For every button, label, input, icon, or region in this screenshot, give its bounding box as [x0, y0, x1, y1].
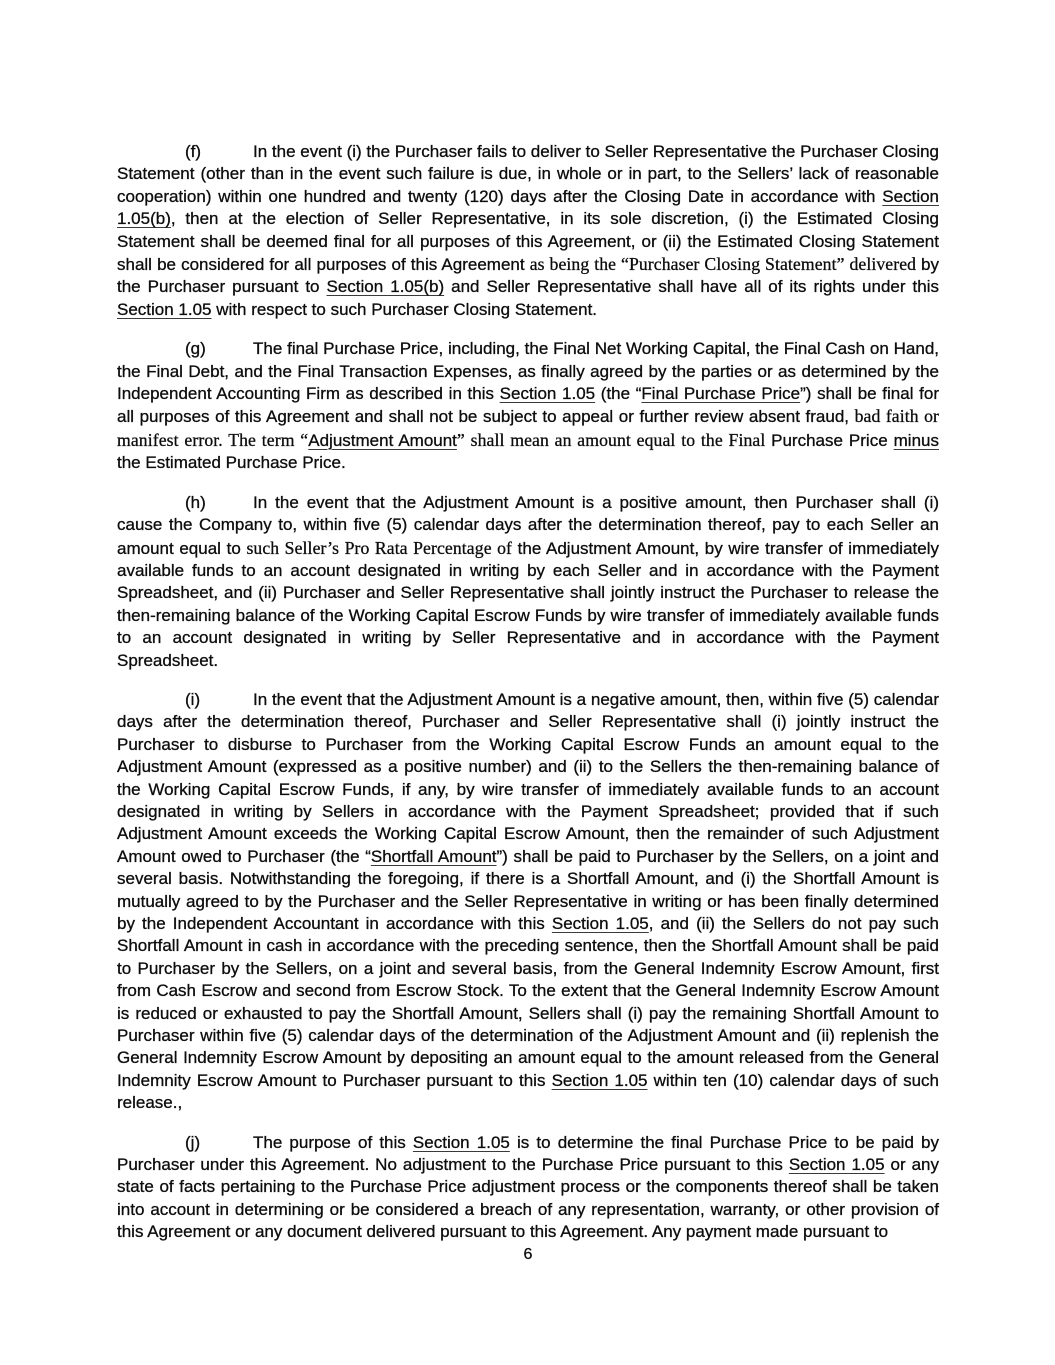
paragraph-label: (i) — [185, 689, 201, 709]
text-run: ”) shall be final for all purposes of this Agreement and shall not be subject to appeal or further review absent fraud, — [117, 384, 939, 427]
text-run: or any state of facts pertaining to the Purchase Price adjustment process or the components thereof shall be taken into account in determining or be considered a breach of any representation, warranty, or other provision of this Agreement or any document delivered pursuant to this Agreement. Any payment made pursuant to — [117, 1155, 939, 1242]
text-run: such Seller’s Pro Rata Percentage of — [246, 537, 513, 558]
underlined-term: Section 1.05 — [117, 299, 212, 319]
text-run: In the event (i) the Purchaser fails to deliver to Seller Representative the Purchaser Closing Statement (other than in the event such failure is due, in whole or in part, to the Sellers’ lack of reasonable cooperation) within one hundred and twenty (120) days after the Closing Date in accordance with — [117, 142, 940, 206]
text-run: , and (ii) the Sellers do not pay such Shortfall Amount in cash in accordance with the preceding sentence, then the Shortfall Amount shall be paid to Purchaser by the Sellers, on a joint and several basis, from the General Indemnity Escrow Amount, first from Cash Escrow and second from Escrow Stock. To the extent that the General Indemnity Escrow Amount is reduced or exhausted to pay the Shortfall Amount, Sellers shall (i) pay the remaining Shortfall Amount to Purchaser within five (5) calendar days of the determination of the Adjustment Amount and (ii) replenish the General Indemnity Escrow Amount by depositing an amount equal to the amount released from the General Indemnity Escrow Amount to Purchaser pursuant to this — [117, 914, 940, 1090]
text-run: and Seller Representative shall have all of its rights under this — [444, 277, 939, 297]
paragraph-f — [117, 141, 939, 321]
text-run: as being the “Purchaser Closing Statement” delivered — [529, 254, 922, 275]
page-number: 6 — [523, 1246, 533, 1263]
text-run: by the Purchaser pursuant to — [117, 255, 939, 297]
text-run: (the “ — [595, 384, 642, 404]
underlined-term: Shortfall Amount — [370, 846, 497, 866]
text-run: Purchase Price — [771, 430, 894, 450]
underlined-term: Adjustment Amount — [308, 430, 457, 450]
paragraph-i — [117, 689, 939, 1115]
underlined-term: Section 1.05(b) — [326, 277, 445, 297]
text-run: , then at the election of Seller Representative, in its sole discretion, (i) the Estimated Closing Statement shall be deemed final for all purposes of this Agreement, or (ii) the Estimated Closing Statement shall be considered for all purposes of this Agreement — [117, 209, 939, 275]
paragraph-label: (j) — [185, 1132, 201, 1152]
underlined-term: Section 1.05 — [412, 1132, 510, 1152]
paragraph-label: (g) — [185, 339, 206, 359]
text-run: with respect to such Purchaser Closing Statement. — [211, 299, 598, 319]
text-run: bad faith or manifest error. The term “ — [117, 406, 940, 450]
text-run: The purpose of this — [253, 1132, 413, 1152]
underlined-term: Section 1.05 — [551, 1070, 648, 1090]
paragraph-h — [117, 492, 939, 672]
text-run: within ten (10) calendar days of such release., — [117, 1070, 939, 1113]
paragraph-g — [117, 338, 939, 474]
paragraph-label: (h) — [185, 492, 206, 512]
text-run: the Estimated Purchase Price. — [117, 453, 346, 473]
text-run: is to determine the final Purchase Price to be paid by Purchaser under this Agreement. No adjustment to the Purchase Price pursuant to this — [117, 1132, 939, 1175]
underlined-term: minus — [893, 430, 939, 450]
paragraph-j — [117, 1132, 939, 1244]
underlined-term: Section 1.05 — [551, 914, 649, 933]
document-body — [117, 141, 939, 1261]
underlined-term: Section 1.05 — [788, 1155, 885, 1175]
text-run: the Adjustment Amount, by wire transfer of immediately available funds to an account designated in writing by each Seller and in accordance with the Payment Spreadsheet, and (ii) Purchaser and Seller Representative shall jointly instruct the Purchaser to release the then-remaining balance of the Working Capital Escrow Funds by wire transfer of immediately available funds to an account designated in writing by Seller Representative and in accordance with the Payment Spreadsheet. — [117, 538, 939, 670]
text-run: ” shall mean an amount equal to the Final — [456, 429, 772, 450]
text-run: The final Purchase Price, including, the Final Net Working Capital, the Final Cash on Hand, the Final Debt, and the Final Transaction Expenses, as finally agreed by the parties or as determined by the Independent Accounting Firm as described in this — [117, 339, 939, 404]
underlined-term: Section 1.05 — [499, 384, 596, 404]
underlined-term: Final Purchase Price — [641, 384, 801, 404]
paragraph-label: (f) — [185, 142, 202, 161]
text-run: In the event that the Adjustment Amount is a positive amount, then Purchaser shall (i) cause the Company to, within five (5) calendar days after the determination thereof, pay to each Seller an amount equal to — [117, 492, 939, 558]
text-run: ”) shall be paid to Purchaser by the Sellers, on a joint and several basis. Notwithstanding the foregoing, if there is a Shortfall Amount, and (i) the Shortfall Amount is mutually agreed to by the Purchaser and the Seller Representative in writing or has been finally determined by the Independent Accountant in accordance with this — [117, 846, 939, 933]
underlined-term: Section 1.05(b) — [117, 186, 939, 229]
text-run: In the event that the Adjustment Amount is a negative amount, then, within five (5) calendar days after the determination thereof, Purchaser and Seller Representative shall (i) jointly instruct the Purchaser to disburse to Purchaser from the Working Capital Escrow Funds an amount equal to the Adjustment Amount (expressed as a positive number) and (ii) to the Sellers the then-remaining balance of the Working Capital Escrow Funds, if any, by wire transfer of immediately available funds to an account designated in writing by Sellers in accordance with the Payment Spreadsheet; provided that if such Adjustment Amount exceeds the Working Capital Escrow Amount, then the remainder of such Adjustment Amount owed to Purchaser (the “ — [117, 689, 939, 866]
